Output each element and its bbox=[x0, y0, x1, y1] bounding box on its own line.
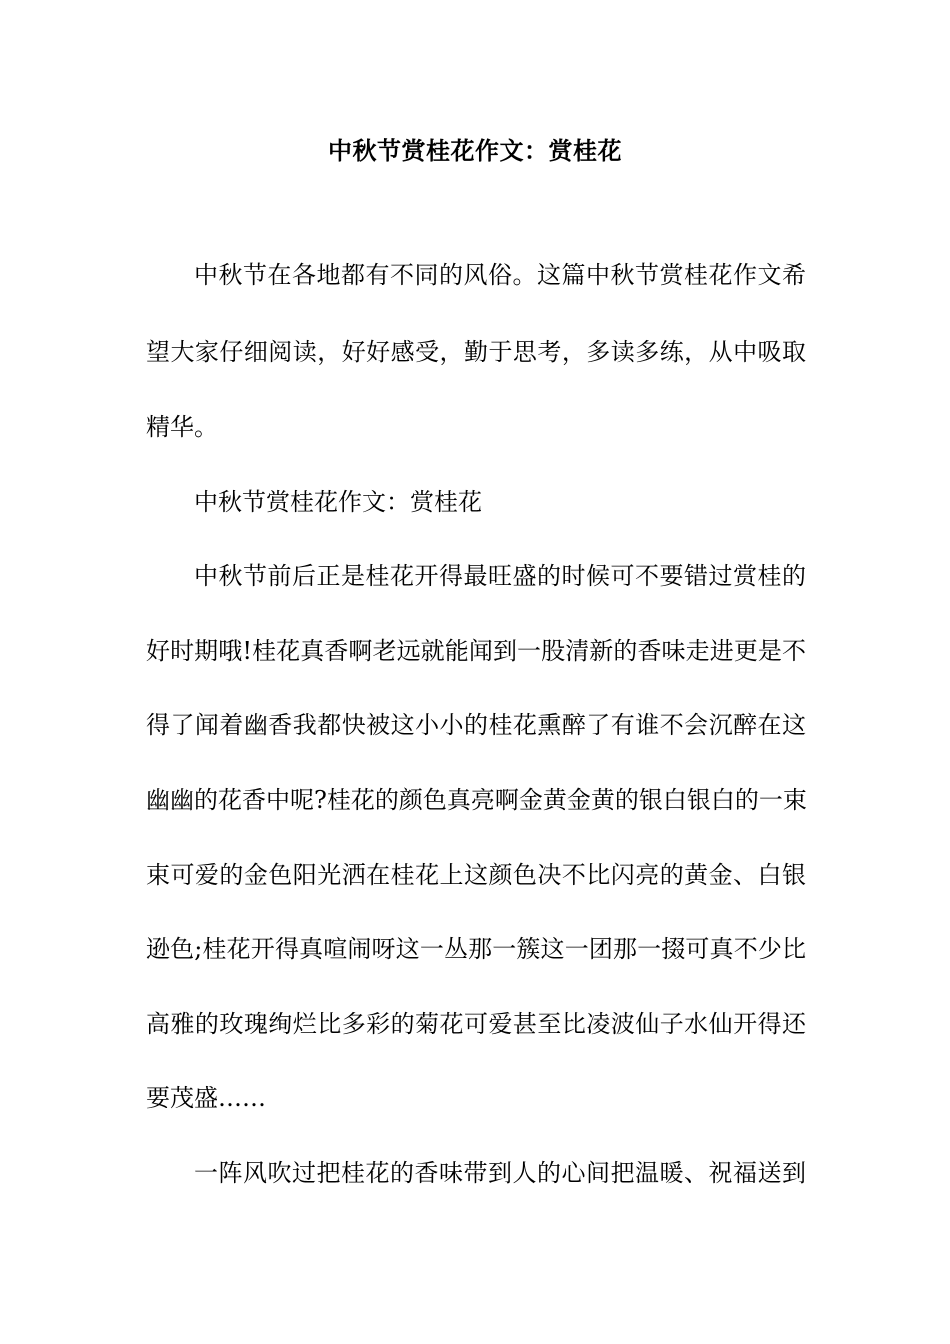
paragraph-line: 得了闻着幽香我都快被这小小的桂花熏醉了有谁不会沉醉在这 bbox=[146, 711, 806, 739]
paragraph-line: 高雅的玫瑰绚烂比多彩的菊花可爱甚至比凌波仙子水仙开得还 bbox=[146, 1010, 806, 1038]
paragraph-line: 幽幽的花香中呢?桂花的颜色真亮啊金黄金黄的银白银白的一束 bbox=[146, 786, 807, 814]
paragraph-line: 望大家仔细阅读，好好感受，勤于思考，多读多练，从中吸取 bbox=[146, 338, 806, 366]
paragraph-line: 好时期哦!桂花真香啊老远就能闻到一股清新的香味走进更是不 bbox=[146, 637, 806, 665]
paragraph-line: 中秋节在各地都有不同的风俗。这篇中秋节赏桂花作文希 bbox=[194, 261, 806, 289]
document-title: 中秋节赏桂花作文：赏桂花 bbox=[328, 136, 622, 165]
paragraph-line: 精华。 bbox=[146, 413, 218, 441]
paragraph-line: 要茂盛…… bbox=[146, 1084, 266, 1112]
paragraph-line: 束可爱的金色阳光洒在桂花上这颜色决不比闪亮的黄金、白银 bbox=[146, 861, 806, 889]
paragraph-line: 中秋节赏桂花作文：赏桂花 bbox=[194, 488, 482, 516]
paragraph-line: 一阵风吹过把桂花的香味带到人的心间把温暖、祝福送到 bbox=[194, 1159, 806, 1187]
paragraph-line: 中秋节前后正是桂花开得最旺盛的时候可不要错过赏桂的 bbox=[194, 562, 806, 590]
paragraph-line: 逊色;桂花开得真喧闹呀这一丛那一簇这一团那一掇可真不少比 bbox=[146, 935, 806, 963]
